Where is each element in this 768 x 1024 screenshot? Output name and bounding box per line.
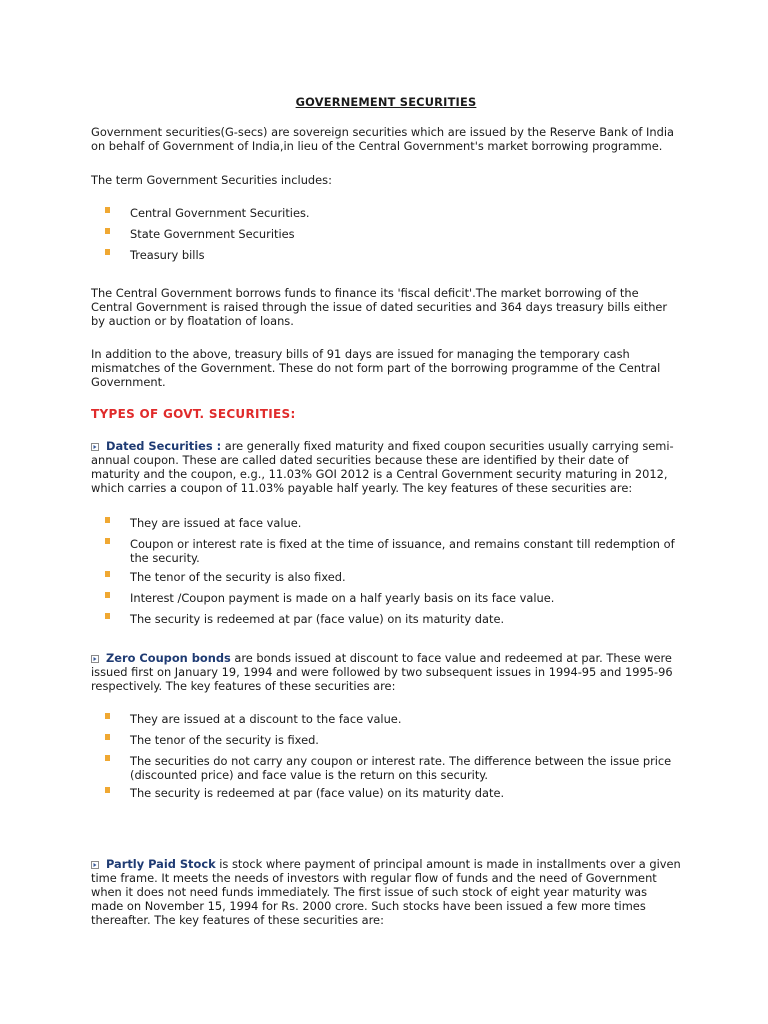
list-item: Central Government Securities.	[91, 206, 681, 220]
orange-square-bullet-icon	[105, 517, 110, 523]
page-title: GOVERNEMENT SECURITIES	[295, 95, 477, 109]
zero-coupon-term: Zero Coupon bonds	[106, 651, 231, 665]
document-arrow-icon	[91, 655, 99, 663]
orange-square-bullet-icon	[105, 228, 110, 234]
orange-square-bullet-icon	[105, 734, 110, 740]
list-item: Coupon or interest rate is fixed at the time of issuance, and remains constant till redemption of the security.	[91, 537, 681, 565]
zero-features-list	[91, 712, 681, 800]
orange-square-bullet-icon	[105, 755, 110, 761]
dated-securities-paragraph	[91, 439, 681, 495]
orange-square-bullet-icon	[105, 249, 110, 255]
dated-securities-text: are generally fixed maturity and fixed coupon securities usually carrying semi-annual coupon. These are called dated securities because these are identified by their date of maturity and the coupon, e.g., 11.03% GOI 2012 is a Central Government security maturing in 2012, which carries a coupon of 11.03% payable half yearly. The key features of these securities are:	[91, 439, 674, 495]
dated-securities-term: Dated Securities :	[106, 439, 222, 453]
includes-list	[91, 206, 681, 262]
partly-paid-paragraph	[91, 857, 681, 927]
list-item: The security is redeemed at par (face value) on its maturity date.	[91, 612, 681, 626]
orange-square-bullet-icon	[105, 592, 110, 598]
partly-paid-term: Partly Paid Stock	[106, 857, 216, 871]
dated-features-list	[91, 516, 681, 626]
list-item: The tenor of the security is also fixed.	[91, 570, 681, 584]
orange-square-bullet-icon	[105, 613, 110, 619]
orange-square-bullet-icon	[105, 538, 110, 544]
list-item: The securities do not carry any coupon or interest rate. The difference between the issue price (discounted price) and face value is the return on this security.	[91, 754, 681, 782]
list-item: They are issued at a discount to the face value.	[91, 712, 681, 726]
list-item: They are issued at face value.	[91, 516, 681, 530]
zero-coupon-paragraph	[91, 651, 681, 693]
list-item: State Government Securities	[91, 227, 681, 241]
partly-paid-text: is stock where payment of principal amount is made in installments over a given time frame. It meets the needs of investors with regular flow of funds and the need of Government when it does not need funds immediately. The first issue of such stock of eight year maturity was made on November 15, 1994 for Rs. 2000 crore. Such stocks have been issued a few more times thereafter. The key features of these securities are:	[91, 857, 681, 927]
list-item: Treasury bills	[91, 248, 681, 262]
borrow-paragraph: The Central Government borrows funds to finance its 'fiscal deficit'.The market borrowing of the Central Government is raised through the issue of dated securities and 364 days treasury bills either by auction or by floatation of loans.	[91, 286, 668, 328]
intro-paragraph: Government securities(G-secs) are sovereign securities which are issued by the Reserve Bank of India on behalf of Government of India,in lieu of the Central Government's market borrowing programme.	[91, 125, 674, 153]
list-item: Interest /Coupon payment is made on a half yearly basis on its face value.	[91, 591, 681, 605]
document-arrow-icon	[91, 443, 99, 451]
addition-paragraph: In addition to the above, treasury bills of 91 days are issued for managing the temporary cash mismatches of the Government. These do not form part of the borrowing programme of the Central Government.	[91, 347, 661, 389]
orange-square-bullet-icon	[105, 571, 110, 577]
orange-square-bullet-icon	[105, 207, 110, 213]
orange-square-bullet-icon	[105, 713, 110, 719]
zero-coupon-text: are bonds issued at discount to face value and redeemed at par. These were issued first on January 19, 1994 and were followed by two subsequent issues in 1994-95 and 1995-96 respectively. The key features of these securities are:	[91, 651, 673, 693]
types-heading: TYPES OF GOVT. SECURITIES:	[91, 407, 296, 421]
document-arrow-icon	[91, 861, 99, 869]
list-item: The tenor of the security is fixed.	[91, 733, 681, 747]
orange-square-bullet-icon	[105, 787, 110, 793]
includes-label: The term Government Securities includes:	[91, 173, 332, 187]
list-item: The security is redeemed at par (face value) on its maturity date.	[91, 786, 681, 800]
